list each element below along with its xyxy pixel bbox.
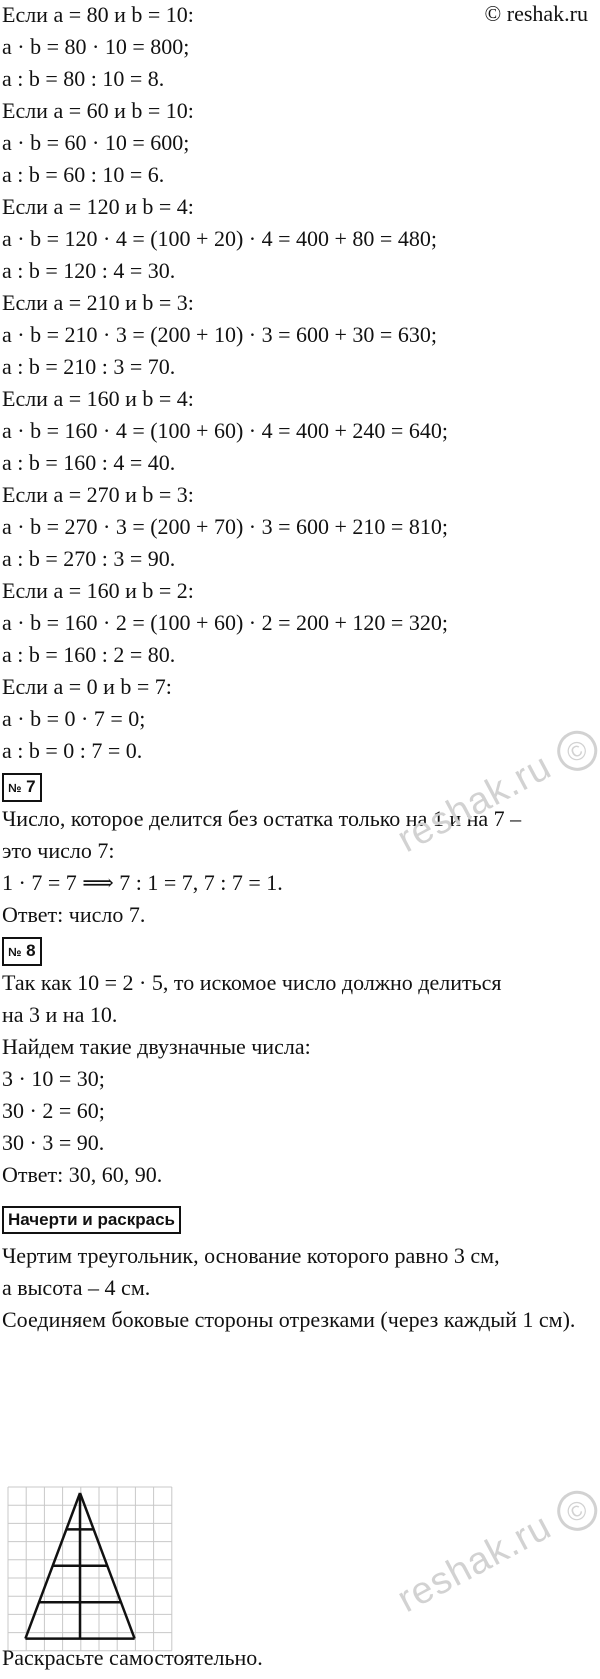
text-line: Найдем такие двузначные числа: bbox=[2, 1034, 311, 1059]
text-line: Если a = 270 и b = 3: bbox=[2, 482, 194, 507]
text-line: это число 7: bbox=[2, 838, 115, 863]
text-line: Если a = 120 и b = 4: bbox=[2, 194, 194, 219]
watermark-copyright-icon: © bbox=[550, 1484, 600, 1538]
text-line: a : b = 270 : 3 = 90. bbox=[2, 546, 176, 571]
text-line: Соединяем боковые стороны отрезками (через каждый 1 см). bbox=[2, 1307, 576, 1332]
text-line: a · b = 210 · 3 = (200 + 10) · 3 = 600 + 30 = 630; bbox=[2, 322, 437, 347]
copyright-label: © reshak.ru bbox=[484, 1, 588, 26]
text-line: Если a = 160 и b = 4: bbox=[2, 386, 194, 411]
text-line: Если a = 210 и b = 3: bbox=[2, 290, 194, 315]
watermark-text: reshak.ru bbox=[390, 1505, 559, 1622]
text-line: Если a = 60 и b = 10: bbox=[2, 98, 194, 123]
text-line: на 3 и на 10. bbox=[2, 1002, 118, 1027]
draw-task-badge: Начерти и раскрась bbox=[2, 1206, 181, 1234]
text-line: a : b = 210 : 3 = 70. bbox=[2, 354, 176, 379]
text-line: Чертим треугольник, основание которого равно 3 см, bbox=[2, 1243, 500, 1268]
task-number: 7 bbox=[26, 777, 36, 796]
watermark-copyright-icon: © bbox=[550, 724, 600, 778]
text-line: a : b = 80 : 10 = 8. bbox=[2, 66, 165, 91]
text-line: a : b = 160 : 4 = 40. bbox=[2, 450, 176, 475]
text-line: Если a = 80 и b = 10: bbox=[2, 2, 194, 27]
text-line: а высота – 4 см. bbox=[2, 1275, 151, 1300]
text-line: Если a = 0 и b = 7: bbox=[2, 674, 172, 699]
watermark-text: reshak.ru bbox=[390, 745, 559, 862]
number-sign: № bbox=[8, 781, 22, 795]
watermark-1 bbox=[391, 721, 600, 862]
text-line: 1 · 7 = 7 ⟹ 7 : 1 = 7, 7 : 7 = 1. bbox=[2, 870, 283, 895]
answer-line: Ответ: 30, 60, 90. bbox=[2, 1162, 163, 1187]
triangle-drawing bbox=[25, 1493, 134, 1639]
text-line: a : b = 60 : 10 = 6. bbox=[2, 162, 165, 187]
text-line: a · b = 80 · 10 = 800; bbox=[2, 34, 190, 59]
text-line: a · b = 60 · 10 = 600; bbox=[2, 130, 190, 155]
text-line: 3 · 10 = 30; bbox=[2, 1066, 105, 1091]
text-line: Так как 10 = 2 · 5, то искомое число должно делиться bbox=[2, 970, 502, 995]
text-line: Число, которое делится без остатка только на 1 и на 7 – bbox=[2, 806, 522, 831]
number-sign: № bbox=[8, 945, 22, 959]
triangle-grid-figure bbox=[6, 1485, 176, 1665]
text-line: a : b = 160 : 2 = 80. bbox=[2, 642, 176, 667]
text-line: a · b = 270 · 3 = (200 + 70) · 3 = 600 + 210 = 810; bbox=[2, 514, 448, 539]
text-line: Раскрасьте самостоятельно. bbox=[2, 1645, 263, 1670]
answer-line: Ответ: число 7. bbox=[2, 902, 146, 927]
text-line: a · b = 160 · 4 = (100 + 60) · 4 = 400 + 240 = 640; bbox=[2, 418, 448, 443]
text-line: a · b = 0 · 7 = 0; bbox=[2, 706, 146, 731]
text-line: 30 · 2 = 60; bbox=[2, 1098, 105, 1123]
text-line: a : b = 0 : 7 = 0. bbox=[2, 738, 143, 763]
task-7-badge bbox=[2, 773, 42, 802]
task-number: 8 bbox=[26, 941, 36, 960]
text-line: a · b = 120 · 4 = (100 + 20) · 4 = 400 + 80 = 480; bbox=[2, 226, 437, 251]
task-8-badge bbox=[2, 937, 42, 966]
grid-lines bbox=[8, 1487, 172, 1651]
text-line: 30 · 3 = 90. bbox=[2, 1130, 105, 1155]
watermark-2 bbox=[391, 1481, 600, 1622]
text-line: a · b = 160 · 2 = (100 + 60) · 2 = 200 + 120 = 320; bbox=[2, 610, 448, 635]
text-line: Если a = 160 и b = 2: bbox=[2, 578, 194, 603]
text-line: a : b = 120 : 4 = 30. bbox=[2, 258, 176, 283]
